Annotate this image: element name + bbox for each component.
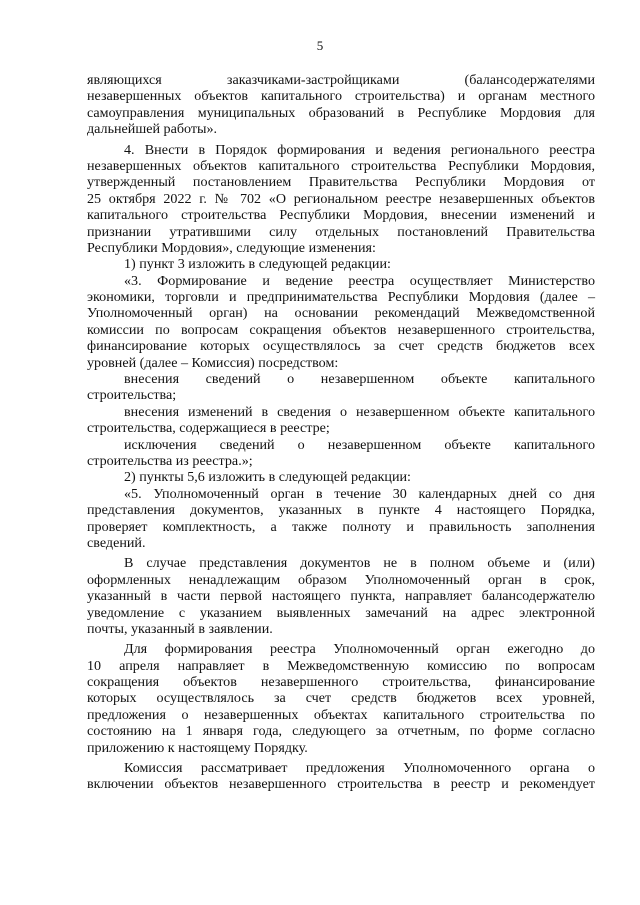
text-line: «3. Формирование и ведение реестра осуществляет Министерство (124, 272, 595, 289)
text-line: уровней (далее – Комиссия) посредством: (87, 354, 339, 371)
text-line: 25 октября 2022 г. № 702 «О региональном реестре незавершенных объектов (87, 190, 595, 207)
text-line: В случае представления документов не в полном объеме и (или) (124, 555, 595, 572)
text-line: незавершенных объектов капитального строительства Республики Мордовия, (87, 157, 595, 174)
text-line: финансирование которых осуществлялось за счет средств бюджетов всех (87, 338, 595, 355)
text-line: сокращения объектов незавершенного строительства, финансирование (87, 674, 595, 691)
text-line: внесения сведений о незавершенном объекте капитального (124, 371, 595, 388)
text-line: Республики Мордовия», следующие изменения: (87, 239, 376, 256)
text-line: комиссии по вопросам сокращения объектов незавершенного строительства, (87, 321, 595, 338)
text-line: которых осуществлялось за счет средств бюджетов всех уровней, (87, 690, 595, 707)
text-line: незавершенных объектов капитального строительства) и органам местного (87, 88, 595, 105)
text-line: представления документов, указанных в пункте 4 настоящего Порядка, (87, 502, 595, 519)
text-line: предложения о незавершенных объектах капитального строительства по (87, 706, 595, 723)
text-line: состоянию на 1 января года, следующего за отчетным, по форме согласно (87, 723, 595, 740)
text-line: самоуправления муниципальных образований в Республике Мордовия для (87, 104, 595, 121)
text-line: строительства; (87, 387, 177, 404)
text-line: признании утратившими силу отдельных постановлений Правительства (87, 223, 595, 240)
text-line: дальнейшей работы». (87, 121, 218, 138)
text-line: включении объектов незавершенного строительства в реестр и рекомендует (87, 776, 595, 793)
text-line: указанный в части первой настоящего пункта, направляет балансодержателю (87, 588, 595, 605)
page-number: 5 (316, 38, 324, 53)
text-line: Для формирования реестра Уполномоченный орган ежегодно до (124, 641, 595, 658)
text-line: «5. Уполномоченный орган в течение 30 календарных дней со дня (124, 485, 595, 502)
text-line: 2) пункты 5,6 изложить в следующей редакции: (124, 469, 411, 486)
text-line: уведомление с указанием выявленных замечаний на адрес электронной (87, 604, 595, 621)
text-line: строительства из реестра.»; (87, 452, 253, 469)
text-line: проверяет комплектность, а также полноту и правильность заполнения (87, 518, 595, 535)
text-line: капитального строительства Республики Мордовия, внесении изменений и (87, 207, 595, 224)
text-line: экономики, торговли и предпринимательства Республики Мордовия (далее – (87, 289, 595, 306)
document-body (87, 72, 595, 793)
text-line: являющихся заказчиками-застройщиками (балансодержателями (87, 72, 595, 88)
text-line: исключения сведений о незавершенном объекте капитального (124, 436, 595, 453)
text-line: Комиссия рассматривает предложения Уполномоченного органа о (124, 760, 595, 777)
text-line: утвержденный постановлением Правительства Республики Мордовия от (87, 174, 595, 191)
text-line: почты, указанный в заявлении. (87, 620, 273, 637)
text-line: строительства, содержащиеся в реестре; (87, 420, 330, 437)
text-line: 10 апреля направляет в Межведомственную комиссию по вопросам (87, 657, 595, 674)
text-line: приложению к настоящему Порядку. (87, 739, 308, 756)
text-line: сведений. (87, 534, 146, 551)
text-line: Уполномоченный орган) на основании рекомендаций Межведомственной (87, 305, 595, 322)
text-line: 4. Внести в Порядок формирования и ведения регионального реестра (124, 141, 595, 158)
text-line: оформленных ненадлежащим образом Уполномоченный орган в срок, (87, 571, 595, 588)
text-line: 1) пункт 3 изложить в следующей редакции: (124, 256, 391, 273)
text-line: внесения изменений в сведения о незавершенном объекте капитального (124, 403, 595, 420)
